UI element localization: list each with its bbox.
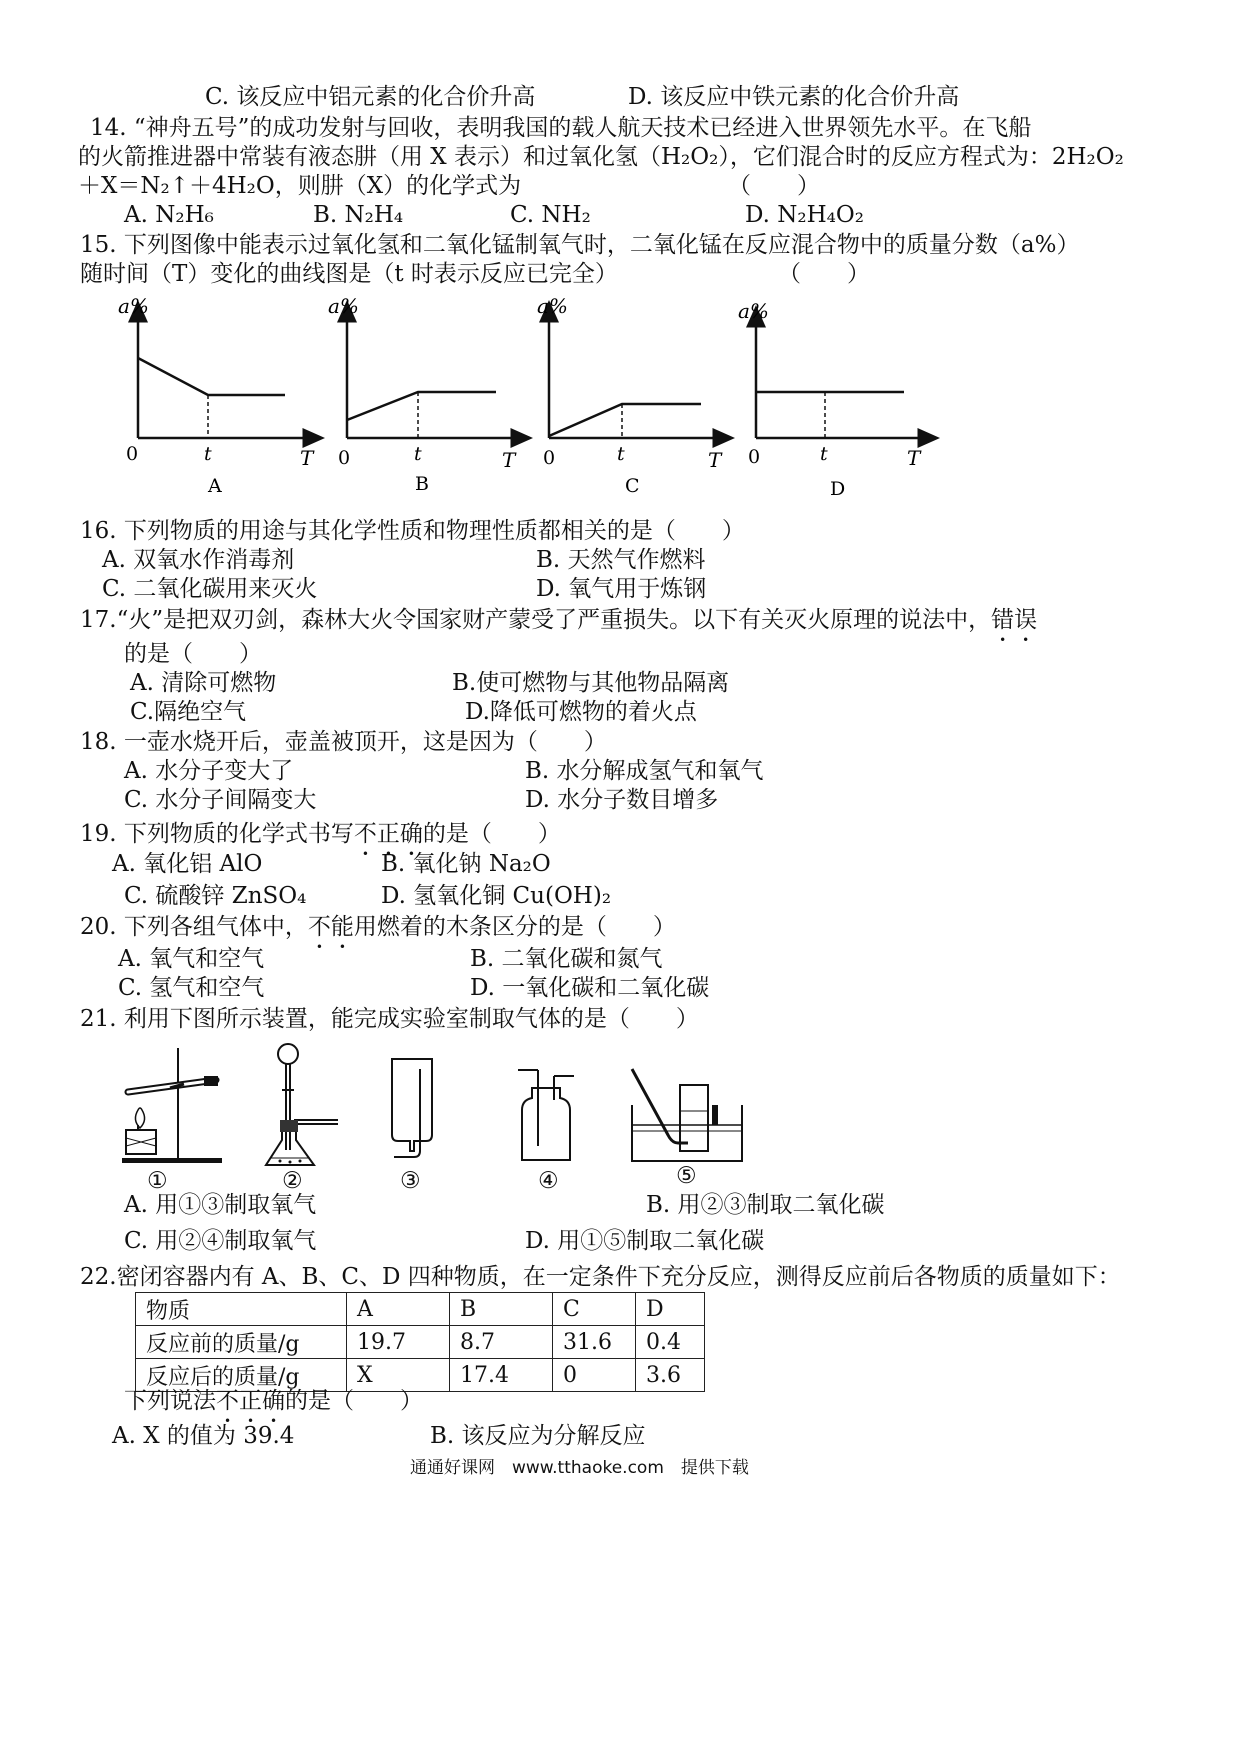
q22-option-a: A. X 的值为 39.4: [112, 1423, 295, 1449]
table-cell: 17.4: [450, 1359, 553, 1392]
q14-answer-bracket: （ ）: [728, 173, 820, 199]
q20-option-a: A. 氧气和空气: [118, 946, 265, 972]
q22-sub-text: 下列说法: [124, 1388, 216, 1414]
q16-option-c: C. 二氧化碳用来灭火: [102, 576, 318, 602]
graph-a-y-label: a%: [118, 294, 149, 318]
table-header-cell: A: [347, 1293, 450, 1326]
apparatus-2-conical-flask: [258, 1040, 358, 1170]
q18-option-d: D. 水分子数目增多: [525, 787, 719, 813]
table-cell: 0.4: [636, 1326, 705, 1359]
q19-option-c: C. 硫酸锌 ZnSO₄: [124, 883, 307, 909]
q15-stem-line1: 15. 下列图像中能表示过氧化氢和二氧化锰制氧气时，二氧化锰在反应混合物中的质量分数（a%）: [80, 232, 1080, 258]
q17-emphasis: 错误: [991, 607, 1038, 633]
q15-answer-bracket: （ ）: [778, 261, 870, 287]
graph-b-t-mark: t: [414, 443, 422, 465]
q22-stem: 22.密闭容器内有 A、B、C、D 四种物质，在一定条件下充分反应，测得反应前后各物质的质量如下：: [80, 1264, 1121, 1290]
graph-a-t-mark: t: [204, 443, 212, 465]
q15-graph-b: [320, 295, 540, 495]
graph-c-origin: 0: [543, 447, 556, 469]
graph-b-x-label: T: [502, 448, 516, 472]
q21-option-b: B. 用②③制取二氧化碳: [646, 1192, 885, 1218]
q15-graph-d: [728, 300, 948, 500]
table-header-cell: D: [636, 1293, 705, 1326]
q14-option-a: A. N₂H₆: [124, 202, 214, 228]
table-header-cell: B: [450, 1293, 553, 1326]
table-header-cell: C: [553, 1293, 636, 1326]
table-header-row: [136, 1293, 705, 1326]
q16-stem: 16. 下列物质的用途与其化学性质和物理性质都相关的是（ ）: [80, 518, 745, 544]
table-header-cell: 物质: [136, 1293, 347, 1326]
q15-graph-c: [525, 295, 745, 495]
q15-graph-a: [110, 295, 330, 495]
q17-stem-text: 17.“火”是把双刃剑，森林大火令国家财产蒙受了严重损失。以下有关灭火原理的说法中，: [80, 607, 992, 633]
apparatus-4-gas-bottle: [512, 1060, 582, 1170]
q17-option-d: D.降低可燃物的着火点: [465, 699, 697, 725]
q20-stem-text: 20. 下列各组气体中，: [80, 914, 308, 940]
q21-option-a: A. 用①③制取氧气: [124, 1192, 317, 1218]
graph-d-x-label: T: [907, 446, 921, 470]
q22-sub-tail: 的是（ ）: [285, 1388, 423, 1414]
q22-emphasis: 不正确: [216, 1388, 285, 1414]
apparatus-3-inverted-bottle: [388, 1055, 448, 1165]
graph-d-t-mark: t: [820, 443, 828, 465]
q17-stem-line2: 的是（ ）: [124, 641, 262, 667]
q19-option-d: D. 氢氧化铜 Cu(OH)₂: [381, 883, 612, 909]
q18-option-c: C. 水分子间隔变大: [124, 787, 317, 813]
apparatus-3-label: ③: [400, 1168, 421, 1194]
graph-c-y-label: a%: [537, 294, 568, 318]
q19-stem-tail: 的是（ ）: [422, 821, 561, 847]
graph-b-origin: 0: [338, 447, 351, 469]
q21-option-c: C. 用②④制取氧气: [124, 1228, 317, 1254]
table-row: [136, 1326, 705, 1359]
q20-stem-tail: 用燃着的木条区分的是（ ）: [353, 914, 676, 940]
graph-a-title: A: [208, 475, 222, 497]
q21-option-d: D. 用①⑤制取二氧化碳: [525, 1228, 765, 1254]
apparatus-4-label: ④: [538, 1168, 559, 1194]
apparatus-5-water-trough: [628, 1065, 748, 1165]
graph-d-y-label: a%: [738, 299, 769, 323]
q20-option-b: B. 二氧化碳和氮气: [470, 946, 663, 972]
page-footer: 通通好课网 www.tthaoke.com 提供下载: [410, 1458, 749, 1478]
q19-stem-text: 19. 下列物质的化学式书写: [80, 821, 354, 847]
apparatus-1-heating-tube: [118, 1040, 228, 1170]
q19-option-b: B. 氧化钠 Na₂O: [381, 851, 551, 877]
q19-emphasis: 不正确: [353, 821, 423, 847]
q13-option-d: D. 该反应中铁元素的化合价升高: [628, 84, 960, 110]
graph-c-title: C: [625, 475, 640, 497]
q20-option-c: C. 氢气和空气: [118, 975, 265, 1001]
apparatus-5-label: ⑤: [676, 1163, 697, 1189]
graph-c-t-mark: t: [617, 443, 625, 465]
q14-option-d: D. N₂H₄O₂: [745, 202, 864, 228]
table-row: [136, 1359, 705, 1392]
q18-option-a: A. 水分子变大了: [124, 758, 294, 784]
table-cell: 19.7: [347, 1326, 450, 1359]
graph-a-x-label: T: [300, 446, 314, 470]
q20-emphasis: 不能: [307, 914, 354, 940]
graph-b-title: B: [415, 473, 429, 495]
table-cell: 0: [553, 1359, 636, 1392]
q18-stem: 18. 一壶水烧开后，壶盖被顶开，这是因为（ ）: [80, 729, 607, 755]
q21-stem: 21. 利用下图所示装置，能完成实验室制取气体的是（ ）: [80, 1006, 699, 1032]
q17-option-b: B.使可燃物与其他物品隔离: [452, 670, 730, 696]
q14-stem-line2: 的火箭推进器中常装有液态肼（用 X 表示）和过氧化氢（H₂O₂），它们混合时的反应方程式为：2H₂O₂: [78, 144, 1124, 170]
apparatus-1-label: ①: [147, 1168, 168, 1194]
q17-option-c: C.隔绝空气: [130, 699, 247, 725]
q19-option-a: A. 氧化铝 AlO: [112, 851, 263, 877]
q14-option-b: B. N₂H₄: [313, 202, 404, 228]
q13-option-c: C. 该反应中铝元素的化合价升高: [205, 84, 536, 110]
q18-option-b: B. 水分解成氢气和氧气: [525, 758, 764, 784]
apparatus-2-label: ②: [282, 1168, 303, 1194]
table-cell: 3.6: [636, 1359, 705, 1392]
table-cell: 反应前的质量/g: [136, 1326, 347, 1359]
q15-stem-line2: 随时间（T）变化的曲线图是（t 时表示反应已完全）: [80, 261, 618, 287]
graph-d-origin: 0: [748, 446, 761, 468]
q17-option-a: A. 清除可燃物: [130, 670, 277, 696]
q22-option-b: B. 该反应为分解反应: [430, 1423, 646, 1449]
table-cell: X: [347, 1359, 450, 1392]
q16-option-b: B. 天然气作燃料: [536, 547, 706, 573]
graph-d-title: D: [830, 478, 846, 500]
graph-a-origin: 0: [126, 443, 139, 465]
table-cell: 31.6: [553, 1326, 636, 1359]
q16-option-a: A. 双氧水作消毒剂: [102, 547, 295, 573]
q14-stem-line1: 14. “神舟五号”的成功发射与回收，表明我国的载人航天技术已经进入世界领先水平。在飞船: [90, 115, 1032, 141]
graph-c-x-label: T: [708, 448, 722, 472]
table-cell: 反应后的质量/g: [136, 1359, 347, 1392]
q20-option-d: D. 一氧化碳和二氧化碳: [470, 975, 710, 1001]
q22-sub-stem: [124, 1388, 423, 1428]
q14-stem-line3: ＋X＝N₂↑＋4H₂O，则肼（X）的化学式为: [78, 173, 522, 199]
table-cell: 8.7: [450, 1326, 553, 1359]
q22-mass-table: [135, 1292, 705, 1392]
graph-b-y-label: a%: [328, 294, 359, 318]
q14-option-c: C. NH₂: [510, 202, 591, 228]
q16-option-d: D. 氧气用于炼钢: [536, 576, 707, 602]
